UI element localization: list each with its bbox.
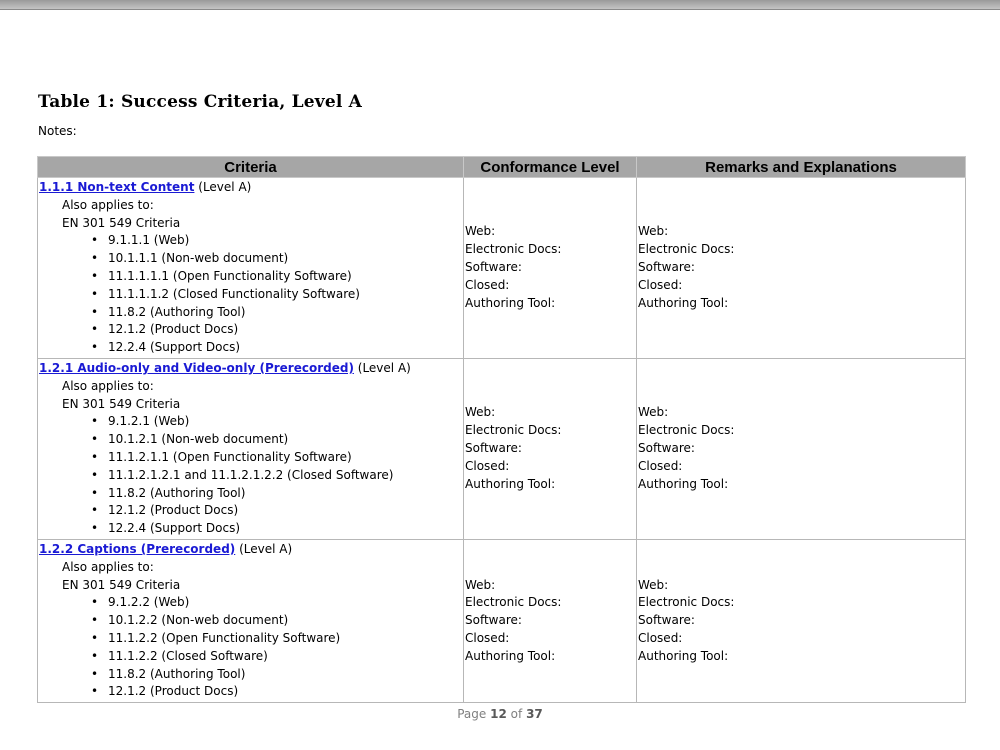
also-applies-label: Also applies to: (62, 559, 154, 574)
list-item: • 11.1.1.1.1 (Open Functionality Software) (91, 268, 462, 286)
list-item: • 11.1.2.2 (Open Functionality Software) (91, 630, 462, 648)
conformance-field-label: Closed: (465, 458, 510, 473)
conformance-field-label: Software: (465, 260, 522, 275)
criteria-cell (38, 539, 464, 702)
success-criteria-table (37, 156, 966, 703)
remarks-cell (637, 178, 966, 359)
also-applies-label: Also applies to: (62, 378, 154, 393)
list-item: • 10.1.2.1 (Non-web document) (91, 431, 462, 449)
conformance-field-label: Authoring Tool: (465, 295, 556, 310)
list-item: • 11.1.1.1.2 (Closed Functionality Software) (91, 286, 462, 304)
remarks-field-label: Authoring Tool: (638, 476, 729, 491)
conformance-field-label: Software: (465, 613, 522, 628)
table-row (38, 178, 966, 359)
list-item: • 11.8.2 (Authoring Tool) (91, 485, 462, 503)
list-item: • 11.1.2.1.1 (Open Functionality Software) (91, 449, 462, 467)
criterion-level: (Level A) (357, 360, 411, 375)
conformance-field-label: Electronic Docs: (465, 423, 562, 438)
list-item: • 9.1.1.1 (Web) (91, 232, 462, 250)
criteria-cell (38, 178, 464, 359)
criterion-heading (39, 360, 462, 378)
table-row (38, 358, 966, 539)
en-criteria-list (39, 232, 462, 357)
conformance-cell (464, 178, 637, 359)
remarks-field-label: Software: (638, 613, 695, 628)
en-criteria-label: EN 301 549 Criteria (62, 577, 181, 592)
conformance-field-label: Electronic Docs: (465, 595, 562, 610)
table-title: Table 1: Success Criteria, Level A (38, 92, 363, 112)
list-item: • 12.2.4 (Support Docs) (91, 339, 462, 357)
list-item: • 10.1.2.2 (Non-web document) (91, 612, 462, 630)
list-item: • 11.1.2.2 (Closed Software) (91, 648, 462, 666)
conformance-field-label: Web: (465, 577, 496, 592)
criterion-link[interactable]: 1.2.2 Captions (Prerecorded) (39, 541, 236, 556)
conformance-field-label: Authoring Tool: (465, 476, 556, 491)
conformance-field-label: Authoring Tool: (465, 648, 556, 663)
remarks-cell (637, 358, 966, 539)
remarks-field-label: Electronic Docs: (638, 242, 735, 257)
remarks-field-label: Electronic Docs: (638, 423, 735, 438)
page-number: 12 (490, 707, 507, 721)
criterion-heading (39, 179, 462, 197)
conformance-field-label: Closed: (465, 277, 510, 292)
criterion-link[interactable]: 1.1.1 Non-text Content (39, 180, 195, 194)
en-criteria-label: EN 301 549 Criteria (62, 215, 181, 230)
conformance-cell (464, 539, 637, 702)
en-criteria-label: EN 301 549 Criteria (62, 396, 181, 411)
list-item: • 12.1.2 (Product Docs) (91, 321, 462, 339)
list-item: • 11.1.2.1.2.1 and 11.1.2.1.2.2 (Closed Software) (91, 467, 462, 485)
list-item: • 12.2.4 (Support Docs) (91, 520, 462, 538)
also-applies-label: Also applies to: (62, 197, 154, 212)
remarks-field-label: Software: (638, 441, 695, 456)
remarks-field-label: Software: (638, 260, 695, 275)
of-word: of (510, 707, 523, 721)
remarks-field-label: Web: (638, 405, 669, 420)
remarks-field-label: Closed: (638, 458, 683, 473)
list-item: • 12.1.2 (Product Docs) (91, 683, 462, 701)
criterion-heading (39, 541, 462, 559)
remarks-field-label: Authoring Tool: (638, 295, 729, 310)
list-item: • 11.8.2 (Authoring Tool) (91, 304, 462, 322)
conformance-cell (464, 358, 637, 539)
remarks-field-label: Closed: (638, 630, 683, 645)
header-conformance-level: Conformance Level (464, 157, 637, 178)
conformance-field-label: Web: (465, 405, 496, 420)
table-row (38, 539, 966, 702)
remarks-field-label: Web: (638, 224, 669, 239)
criterion-level: (Level A) (239, 541, 293, 556)
list-item: • 9.1.2.2 (Web) (91, 594, 462, 612)
remarks-field-label: Web: (638, 577, 669, 592)
notes-label: Notes: (38, 124, 77, 138)
table-header-row (38, 157, 966, 178)
criteria-cell (38, 358, 464, 539)
conformance-field-label: Electronic Docs: (465, 242, 562, 257)
list-item: • 12.1.2 (Product Docs) (91, 502, 462, 520)
header-criteria: Criteria (38, 157, 464, 178)
conformance-field-label: Web: (465, 224, 496, 239)
en-criteria-list (39, 413, 462, 538)
en-criteria-list (39, 594, 462, 701)
header-remarks: Remarks and Explanations (637, 157, 966, 178)
page-footer (0, 707, 1000, 721)
page-word: Page (457, 707, 487, 721)
conformance-field-label: Software: (465, 441, 522, 456)
page-total: 37 (526, 707, 543, 721)
remarks-field-label: Closed: (638, 277, 683, 292)
remarks-cell (637, 539, 966, 702)
conformance-field-label: Closed: (465, 630, 510, 645)
list-item: • 9.1.2.1 (Web) (91, 413, 462, 431)
remarks-field-label: Authoring Tool: (638, 648, 729, 663)
list-item: • 10.1.1.1 (Non-web document) (91, 250, 462, 268)
criterion-link[interactable]: 1.2.1 Audio-only and Video-only (Prerecorded) (39, 360, 354, 375)
criterion-level: (Level A) (198, 180, 252, 194)
window-top-bar (0, 0, 1000, 10)
list-item: • 11.8.2 (Authoring Tool) (91, 666, 462, 684)
remarks-field-label: Electronic Docs: (638, 595, 735, 610)
